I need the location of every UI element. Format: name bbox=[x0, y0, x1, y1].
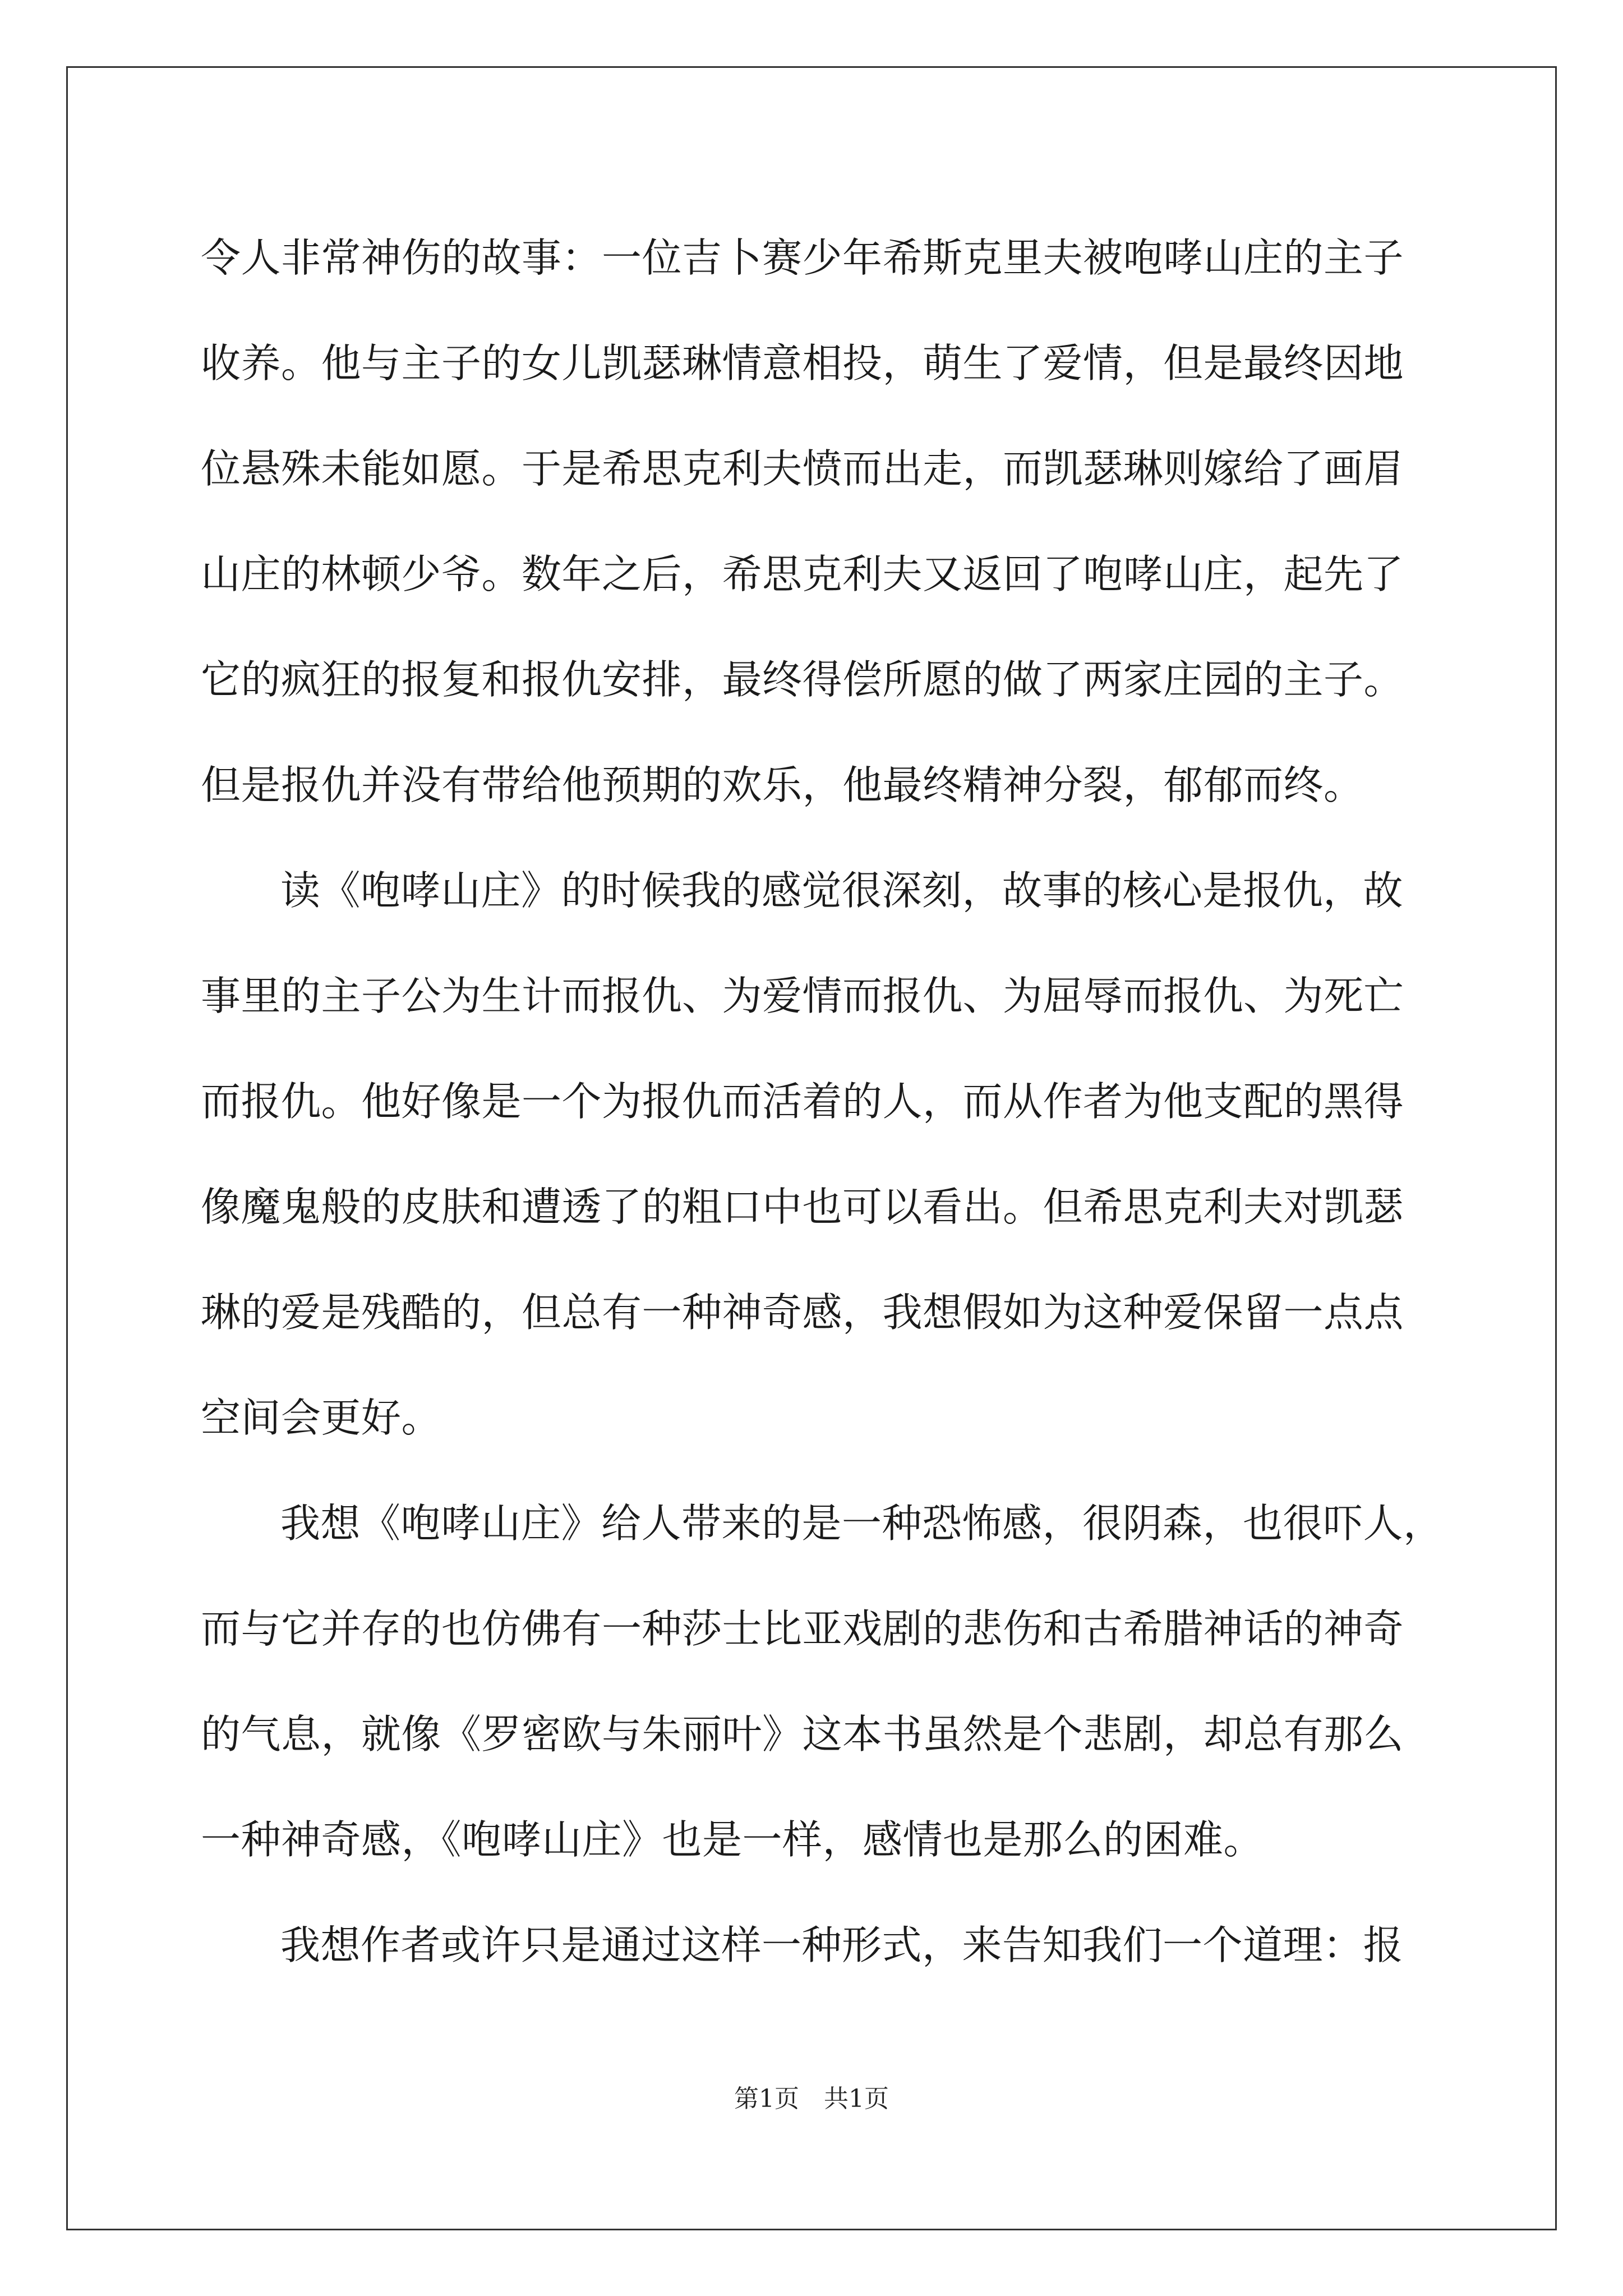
page-number-footer: 第1页 共1页 bbox=[734, 2085, 889, 2113]
text-line: 读《咆哮山庄》的时候我的感觉很深刻，故事的核心是报仇，故 bbox=[280, 867, 1404, 914]
text-line: 事里的主子公为生计而报仇、为爱情而报仇、为屈辱而报仇、为死亡 bbox=[201, 973, 1404, 1019]
text-line: 令人非常神伤的故事：一位吉卜赛少年希斯克里夫被咆哮山庄的主子 bbox=[201, 234, 1404, 281]
text-line: 而报仇。他好像是一个为报仇而活着的人，而从作者为他支配的黑得 bbox=[201, 1078, 1404, 1125]
text-line: 收养。他与主子的女儿凯瑟琳情意相投，萌生了爱情，但是最终因地 bbox=[201, 340, 1404, 386]
text-line: 琳的爱是残酷的，但总有一种神奇感，我想假如为这种爱保留一点点 bbox=[201, 1289, 1404, 1336]
text-line: 但是报仇并没有带给他预期的欢乐，他最终精神分裂，郁郁而终。 bbox=[201, 762, 1364, 808]
text-line: 位悬殊未能如愿。于是希思克利夫愤而出走，而凯瑟琳则嫁给了画眉 bbox=[201, 445, 1404, 492]
text-line: 一种神奇感，《咆哮山庄》也是一样，感情也是那么的困难。 bbox=[201, 1816, 1264, 1863]
text-line: 的气息，就像《罗密欧与朱丽叶》这本书虽然是个悲剧，却总有那么 bbox=[201, 1711, 1404, 1757]
text-line: 像魔鬼般的皮肤和遭透了的粗口中也可以看出。但希思克利夫对凯瑟 bbox=[201, 1184, 1404, 1230]
document-body bbox=[201, 213, 1444, 2006]
text-line: 山庄的林顿少爷。数年之后，希思克利夫又返回了咆哮山庄，起先了 bbox=[201, 551, 1404, 597]
text-line: 它的疯狂的报复和报仇安排，最终得偿所愿的做了两家庄园的主子。 bbox=[201, 656, 1404, 703]
text-line: 而与它并存的也仿佛有一种莎士比亚戏剧的悲伤和古希腊神话的神奇 bbox=[201, 1605, 1404, 1652]
text-line: 空间会更好。 bbox=[201, 1395, 442, 1441]
text-line: 我想《咆哮山庄》给人带来的是一种恐怖感，很阴森，也很吓人， bbox=[280, 1500, 1444, 1547]
text-line: 我想作者或许只是通过这样一种形式，来告知我们一个道理：报 bbox=[280, 1922, 1404, 1968]
